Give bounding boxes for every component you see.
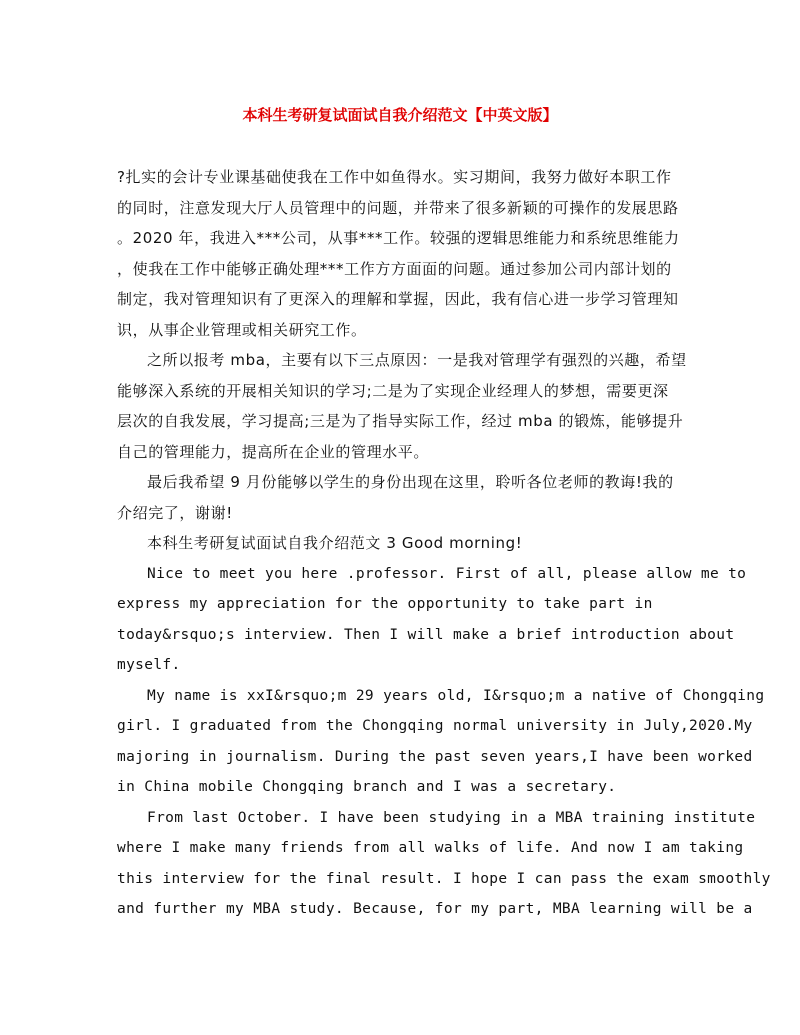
paragraph <box>117 345 687 467</box>
paragraph-line: 。2020 年，我进入***公司，从事***工作。较强的逻辑思维能力和系统思维能力 <box>117 229 680 247</box>
paragraph-line: 能够深入系统的开展相关知识的学习;二是为了实现企业经理人的梦想，需要更深 <box>117 381 669 400</box>
paragraph-line: 层次的自我发展，学习提高;三是为了指导实际工作，经过 mba 的锻炼，能够提升 <box>117 412 684 430</box>
paragraph-line: today&rsquo;s interview. Then I will make a brief introduction about <box>117 626 735 643</box>
paragraph-line: 的同时，注意发现大厅人员管理中的问题，并带来了很多新颖的可操作的发展思路 <box>117 198 679 217</box>
paragraph-line: 介绍完了，谢谢! <box>117 503 233 522</box>
paragraph <box>117 467 687 528</box>
paragraph-line: in China mobile Chongqing branch and I was a secretary. <box>117 779 617 795</box>
document-body <box>117 162 771 925</box>
paragraph <box>117 162 687 345</box>
paragraph-line: Nice to meet you here .professor. First of all, please allow me to <box>147 565 747 582</box>
paragraph-line: ，使我在工作中能够正确处理***工作方方面面的问题。通过参加公司内部计划的 <box>117 259 672 278</box>
paragraph-line: majoring in journalism. During the past seven years,I have been worked <box>117 748 753 765</box>
paragraph-line: and further my MBA study. Because, for my part, MBA learning will be a <box>117 901 753 917</box>
paragraph-line: My name is xxI&rsquo;m 29 years old, I&rsquo;m a native of Chongqing <box>147 687 765 704</box>
paragraph-line: 制定，我对管理知识有了更深入的理解和掌握，因此，我有信心进一步学习管理知 <box>117 290 679 308</box>
document-title: 本科生考研复试面试自我介绍范文【中英文版】 <box>242 106 558 124</box>
paragraph-line: where I make many friends from all walks of life. And now I am taking <box>117 840 744 856</box>
paragraph <box>117 803 771 925</box>
paragraph <box>117 681 765 803</box>
paragraph-line: From last October. I have been studying in a MBA training institute <box>147 809 756 826</box>
paragraph <box>117 528 687 559</box>
paragraph-line: 最后我希望 9 月份能够以学生的身份出现在这里，聆听各位老师的教诲!我的 <box>147 473 674 491</box>
paragraph-line: girl. I graduated from the Chongqing normal university in July,2020.My <box>117 718 753 734</box>
paragraph-line: 本科生考研复试面试自我介绍范文 3 Good morning! <box>147 534 523 552</box>
paragraph-line: myself. <box>117 657 181 673</box>
paragraph-line: this interview for the final result. I hope I can pass the exam smoothly <box>117 870 771 887</box>
paragraph-line: 自己的管理能力，提高所在企业的管理水平。 <box>117 442 430 461</box>
paragraph <box>117 559 747 681</box>
paragraph-line: ?扎实的会计专业课基础使我在工作中如鱼得水。实习期间，我努力做好本职工作 <box>117 168 672 186</box>
paragraph-line: 之所以报考 mba，主要有以下三点原因：一是我对管理学有强烈的兴趣，希望 <box>147 351 687 369</box>
paragraph-line: 识，从事企业管理或相关研究工作。 <box>117 320 367 339</box>
paragraph-line: express my appreciation for the opportunity to take part in <box>117 596 653 612</box>
